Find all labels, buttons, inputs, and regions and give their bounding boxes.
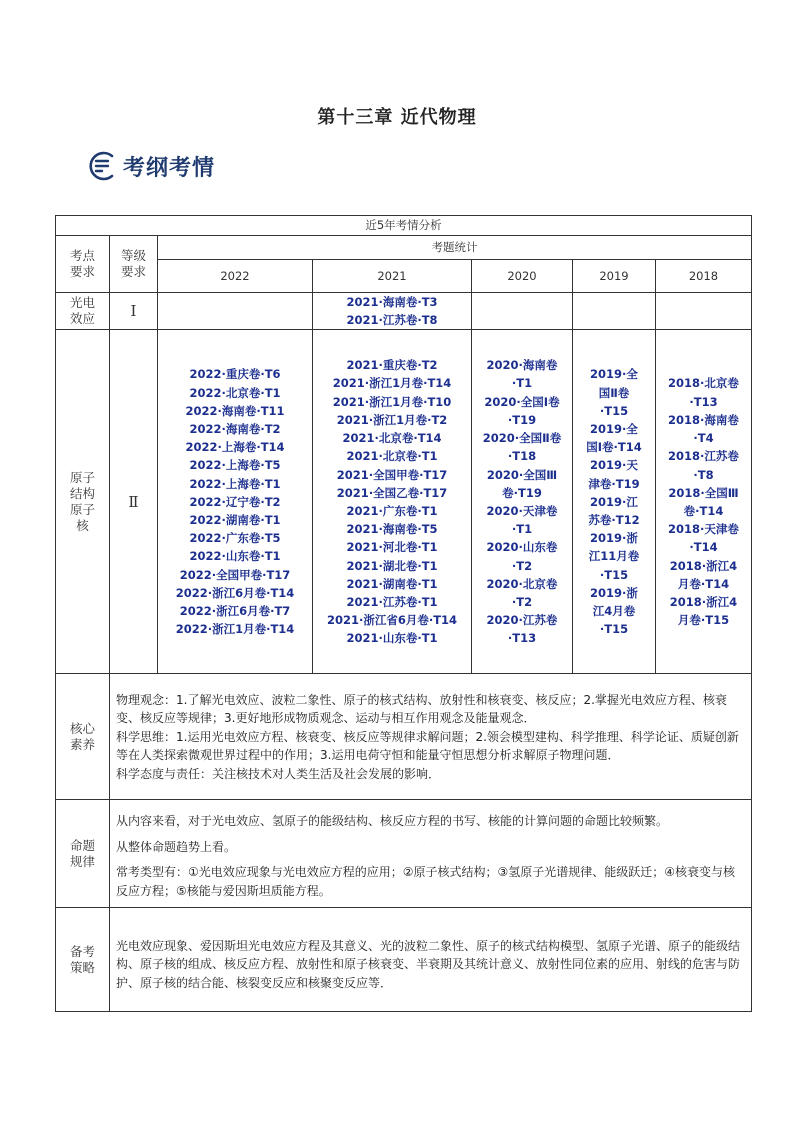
- exam-ref: 2020·全国Ⅲ卷·T19: [486, 467, 558, 500]
- exam-ref: 2020·山东卷·T2: [486, 540, 558, 573]
- exam-ref: 2020·江苏卷·T13: [486, 613, 558, 646]
- exam-ref: 2021·浙江1月卷·T14: [332, 376, 452, 391]
- exam-ref: 2022·海南卷·T11: [185, 403, 285, 418]
- cell-2019: [573, 330, 656, 674]
- exam-ref: 2021·湖北卷·T1: [346, 558, 438, 573]
- strategy-p1: 光电效应现象、爱因斯坦光电效应方程及其意义、光的波粒二象性、原子的核式结构模型、氢原子光谱、原子的能级结构、原子核的组成、核反应方程、放射性和原子核衰变、半衰期及其统计意义、放射性同位素的应用、射线的危害与防护、原子核的结合能、核裂变反应和核聚变反应等．: [116, 938, 741, 990]
- exam-ref: 2022·上海卷·T5: [189, 458, 281, 473]
- exam-ref: 2022·北京卷·T1: [189, 385, 281, 400]
- exam-ref: 2018·江苏卷·T8: [668, 449, 739, 482]
- cell-2020: [472, 293, 573, 330]
- exam-ref: 2021·浙江省6月卷·T14: [326, 613, 458, 628]
- header-kaodian: 考点要求: [56, 236, 110, 293]
- exam-ref: 2021·江苏卷·T1: [346, 594, 438, 609]
- exam-analysis-table: [55, 215, 752, 1012]
- exam-ref: 2021·湖南卷·T1: [346, 576, 438, 591]
- cell-2018: [656, 293, 752, 330]
- core-p2: 科学思维：1.运用光电效应方程、核衰变、核反应等规律求解问题；2.领会模型建构、科学推理、科学论证、质疑创新等在人类探索微观世界过程中的作用；3.运用电荷守恒和能量守恒思想分析求解原子物理问题．: [116, 729, 739, 763]
- trend-label: 命题规律: [56, 800, 110, 908]
- strategy-label: 备考策略: [56, 908, 110, 1012]
- exam-ref: 2021·江苏卷·T8: [346, 313, 438, 328]
- exam-ref: 2018·浙江4月卷·T14: [669, 558, 738, 591]
- trend-content: [110, 800, 752, 908]
- topic-cell: 光电效应: [56, 293, 110, 330]
- header-stats: 考题统计: [158, 236, 752, 260]
- exam-ref: 2018·北京卷·T13: [668, 376, 739, 409]
- cell-2021: [313, 330, 472, 674]
- exam-ref: 2021·重庆卷·T2: [346, 358, 438, 373]
- exam-ref: 2022·山东卷·T1: [189, 549, 281, 564]
- exam-ref: 2018·全国Ⅲ卷·T14: [668, 485, 739, 518]
- exam-ref: 2020·北京卷·T2: [486, 576, 558, 609]
- exam-ref: 2018·浙江4月卷·T15: [669, 594, 738, 628]
- core-content: [110, 674, 752, 800]
- exam-ref: 2021·山东卷·T1: [346, 631, 438, 646]
- cell-2019: [573, 293, 656, 330]
- document-icon: [86, 150, 118, 182]
- year-2018: 2018: [656, 260, 752, 293]
- core-label: 核心素养: [56, 674, 110, 800]
- exam-ref: 2021·全国乙卷·T17: [336, 485, 448, 500]
- exam-ref: 2021·北京卷·T1: [346, 449, 438, 464]
- exam-ref: 2021·海南卷·T3: [346, 295, 438, 309]
- exam-ref: 2019·全国Ⅱ卷·T15: [590, 367, 638, 418]
- exam-ref: 2022·上海卷·T14: [185, 440, 285, 455]
- exam-ref: 2022·湖南卷·T1: [189, 513, 281, 527]
- exam-ref: 2021·海南卷·T5: [346, 522, 438, 537]
- chapter-title: 第十三章 近代物理: [317, 107, 477, 128]
- exam-ref: 2021·浙江1月卷·T10: [332, 394, 452, 409]
- exam-ref: 2022·上海卷·T1: [189, 476, 281, 491]
- trend-p2: 从整体命题趋势上看。: [116, 839, 237, 854]
- exam-ref: 2021·全国甲卷·T17: [336, 467, 448, 482]
- exam-ref: 2020·全国Ⅰ卷·T19: [484, 394, 560, 427]
- exam-ref: 2022·海南卷·T2: [189, 421, 281, 436]
- header-dengji: 等级要求: [110, 236, 158, 293]
- cell-2021: [313, 293, 472, 330]
- year-2022: 2022: [158, 260, 313, 293]
- table-caption: 近5年考情分析: [56, 216, 752, 236]
- core-p1: 物理观念：1.了解光电效应、波粒二象性、原子的核式结构、放射性和核衰变、核反应；2.掌握光电效应方程、核衰变、核反应等规律；3.更好地形成物质观念、运动与相互作用观念及能量观念．: [116, 692, 727, 726]
- topic-cell: 原子结构原子核: [56, 330, 110, 674]
- section-title: 考纲考情: [123, 155, 216, 181]
- level-cell: Ⅱ: [110, 330, 158, 674]
- exam-ref: 2022·广东卷·T5: [189, 531, 281, 546]
- core-p3: 科学态度与责任：关注核技术对人类生活及社会发展的影响．: [116, 766, 441, 781]
- exam-ref: 2021·河北卷·T1: [346, 540, 438, 555]
- exam-ref: 2018·天津卷·T14: [668, 522, 739, 555]
- trend-p1: 从内容来看，对于光电效应、氢原子的能级结构、核反应方程的书写、核能的计算问题的命题比较频繁。: [116, 814, 669, 829]
- exam-ref: 2021·广东卷·T1: [346, 503, 438, 518]
- exam-ref: 2020·海南卷·T1: [486, 358, 558, 391]
- year-2021: 2021: [313, 260, 472, 293]
- trend-p3: 常考类型有：①光电效应现象与光电效应方程的应用；②原子核式结构；③氢原子光谱规律、能级跃迁；④核衰变与核反应方程；⑤核能与爱因斯坦质能方程。: [116, 865, 736, 898]
- year-2019: 2019: [573, 260, 656, 293]
- exam-ref: 2022·浙江6月卷·T14: [175, 585, 295, 600]
- strategy-content: [110, 908, 752, 1012]
- exam-ref: 2022·全国甲卷·T17: [179, 567, 291, 582]
- exam-ref: 2018·海南卷·T4: [668, 412, 739, 446]
- cell-2022: [158, 330, 313, 674]
- section-header: [86, 148, 215, 184]
- exam-ref: 2019·全国Ⅰ卷·T14: [586, 421, 642, 455]
- exam-ref: 2022·辽宁卷·T2: [189, 494, 281, 509]
- exam-ref: 2022·浙江1月卷·T14: [175, 622, 295, 637]
- level-cell: Ⅰ: [110, 293, 158, 330]
- cell-2018: [656, 330, 752, 674]
- exam-ref: 2022·重庆卷·T6: [189, 367, 281, 382]
- year-2020: 2020: [472, 260, 573, 293]
- exam-ref: 2022·浙江6月卷·T7: [179, 604, 291, 619]
- exam-ref: 2021·浙江1月卷·T2: [336, 412, 448, 427]
- exam-ref: 2020·天津卷·T1: [486, 503, 558, 537]
- exam-ref: 2020·全国Ⅱ卷·T18: [482, 431, 562, 464]
- exam-ref: 2019·江苏卷·T12: [588, 494, 640, 527]
- cell-2020: [472, 330, 573, 674]
- exam-ref: 2019·天津卷·T19: [588, 458, 640, 491]
- cell-2022: [158, 293, 313, 330]
- exam-ref: 2019·浙江4月卷·T15: [590, 585, 638, 637]
- exam-ref: 2019·浙江11月卷·T15: [588, 531, 640, 582]
- exam-ref: 2021·北京卷·T14: [342, 431, 442, 446]
